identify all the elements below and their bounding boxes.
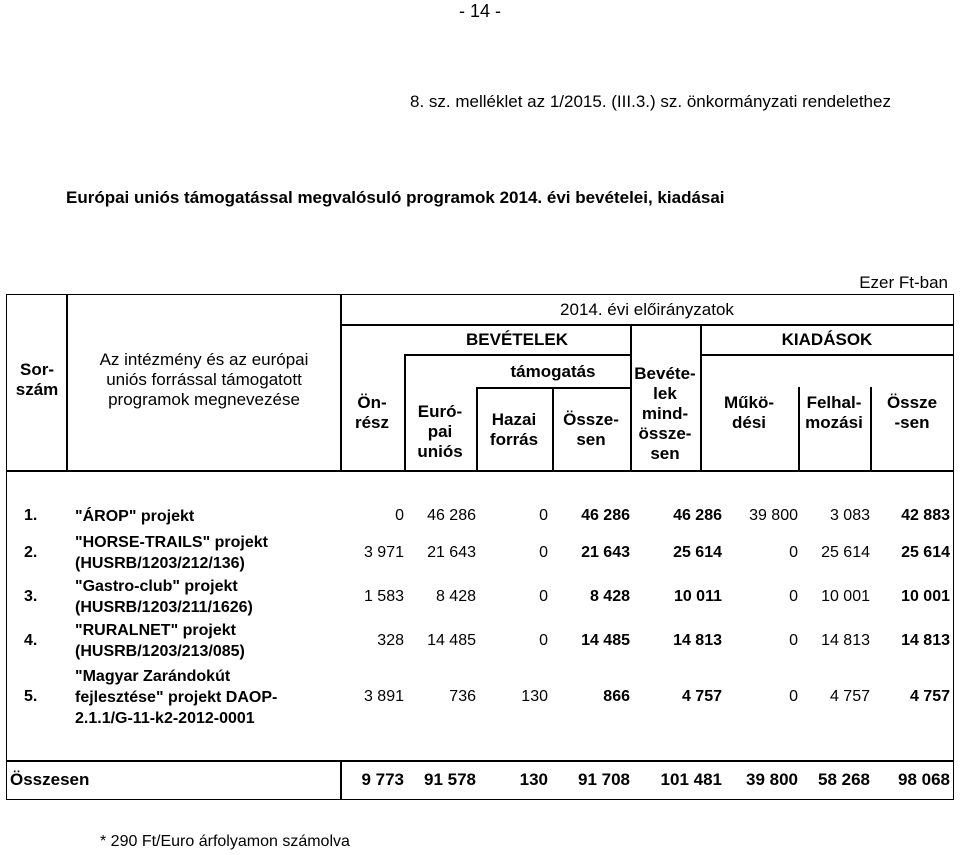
cell-onresz: 0 <box>395 507 404 524</box>
header-osszesen: Össze- sen <box>563 410 619 449</box>
header-sorszam: Sor- szám <box>15 360 59 399</box>
header-divider <box>700 354 954 356</box>
column-divider <box>340 294 342 470</box>
cell-kiad_ossz: 4 757 <box>909 688 950 705</box>
cell-mukodesi: 39 800 <box>749 507 798 524</box>
row-program-name <box>75 576 325 618</box>
cell-felhalmozasi: 4 757 <box>829 688 870 705</box>
cell-felhalmozasi: 3 083 <box>829 507 870 524</box>
total-osszesen: 91 708 <box>578 770 630 789</box>
cell-felhalmozasi: 25 614 <box>821 544 870 561</box>
cell-onresz: 3 971 <box>363 544 404 561</box>
cell-europai: 736 <box>449 688 476 705</box>
header-bottom-line <box>6 470 954 472</box>
cell-bev_ossz: 25 614 <box>673 544 722 561</box>
cell-kiad_ossz: 14 813 <box>901 632 950 649</box>
cell-kiad_ossz: 42 883 <box>901 507 950 524</box>
total-felhalmozasi: 58 268 <box>818 770 870 789</box>
total-label: Összesen <box>10 770 90 789</box>
header-hazai: Hazai forrás <box>489 410 539 449</box>
page-number: - 14 - <box>458 1 501 21</box>
cell-osszesen: 21 643 <box>581 544 630 561</box>
program-name-line: "Gastro-club" projekt <box>75 578 238 595</box>
row-program-name <box>75 506 325 527</box>
row-program-name <box>75 620 325 662</box>
row-program-name <box>75 532 325 574</box>
header-divider <box>340 324 954 326</box>
row-number: 2. <box>24 544 38 561</box>
cell-felhalmozasi: 14 813 <box>821 632 870 649</box>
row-number: 3. <box>24 588 38 605</box>
header-kiadas-osszesen: Össze -sen <box>886 393 938 432</box>
cell-osszesen: 8 428 <box>589 588 630 605</box>
cell-mukodesi: 0 <box>789 588 798 605</box>
header-bevetelek-mind: Bevéte- lek mind- össze- sen <box>634 364 696 463</box>
program-name-line: fejlesztése" projekt DAOP- <box>75 688 278 706</box>
annex-title: 8. sz. melléklet az 1/2015. (III.3.) sz. önkormányzati rendelethez <box>410 92 891 111</box>
header-felhalmozasi: Felhal- mozási <box>805 393 863 432</box>
document-title: Európai uniós támogatással megvalósuló programok 2014. évi bevételei, kiadásai <box>66 188 725 207</box>
cell-onresz: 1 583 <box>363 588 404 605</box>
row-program-name <box>75 666 325 729</box>
total-europai: 91 578 <box>424 770 476 789</box>
cell-hazai: 0 <box>539 544 548 561</box>
cell-europai: 14 485 <box>427 632 476 649</box>
row-number: 5. <box>24 688 38 705</box>
cell-mukodesi: 0 <box>789 544 798 561</box>
header-europai: Euró- pai uniós <box>417 402 463 461</box>
header-mukodesi: Műkö- dési <box>723 393 775 432</box>
total-top-line <box>6 760 954 762</box>
cell-europai: 8 428 <box>435 588 476 605</box>
total-bev_ossz: 101 481 <box>660 770 722 789</box>
cell-europai: 21 643 <box>427 544 476 561</box>
total-mukodesi: 39 800 <box>746 770 798 789</box>
cell-mukodesi: 0 <box>789 688 798 705</box>
cell-mukodesi: 0 <box>789 632 798 649</box>
cell-bev_ossz: 4 757 <box>681 688 722 705</box>
header-bevetelek: BEVÉTELEK <box>465 330 569 349</box>
header-kiadasok: KIADÁSOK <box>781 330 873 349</box>
cell-bev_ossz: 14 813 <box>673 632 722 649</box>
program-name-line: "Magyar Zarándokút <box>75 667 231 685</box>
program-name-line: (HUSRB/1203/212/136) <box>75 555 245 572</box>
program-name-line: 2.1.1/G-11-k2-2012-0001 <box>75 709 255 727</box>
row-number: 4. <box>24 632 38 649</box>
cell-osszesen: 866 <box>603 688 630 705</box>
cell-onresz: 3 891 <box>363 688 404 705</box>
header-divider <box>404 354 630 356</box>
footnote: * 290 Ft/Euro árfolyamon számolva <box>100 833 350 850</box>
cell-felhalmozasi: 10 001 <box>821 588 870 605</box>
total-kiad_ossz: 98 068 <box>898 770 950 789</box>
cell-europai: 46 286 <box>427 507 476 524</box>
cell-kiad_ossz: 10 001 <box>901 588 950 605</box>
total-hazai: 130 <box>519 770 548 789</box>
program-name-line: (HUSRB/1203/213/085) <box>75 643 245 660</box>
program-name-line: (HUSRB/1203/211/1626) <box>75 599 253 616</box>
program-name-line: "ÁROP" projekt <box>75 507 195 525</box>
row-number: 1. <box>24 507 38 524</box>
cell-onresz: 328 <box>377 632 404 649</box>
cell-hazai: 0 <box>539 588 548 605</box>
cell-bev_ossz: 10 011 <box>673 588 722 605</box>
column-divider <box>340 760 342 800</box>
program-name-line: "RURALNET" projekt <box>75 622 236 639</box>
header-program: Az intézmény és az európai uniós forrással támogatott programok megnevezése <box>99 350 309 409</box>
cell-bev_ossz: 46 286 <box>673 507 722 524</box>
cell-hazai: 0 <box>539 507 548 524</box>
header-eloiranyzat: 2014. évi előirányzatok <box>560 300 734 319</box>
cell-hazai: 130 <box>521 688 548 705</box>
cell-osszesen: 14 485 <box>581 632 630 649</box>
unit-label: Ezer Ft-ban <box>859 273 948 292</box>
total-onresz: 9 773 <box>361 770 404 789</box>
header-tamogatas: támogatás <box>510 362 596 381</box>
header-onresz: Ön- rész <box>354 393 390 432</box>
program-name-line: "HORSE-TRAILS" projekt <box>75 534 268 551</box>
cell-osszesen: 46 286 <box>581 507 630 524</box>
cell-hazai: 0 <box>539 632 548 649</box>
cell-kiad_ossz: 25 614 <box>901 544 950 561</box>
